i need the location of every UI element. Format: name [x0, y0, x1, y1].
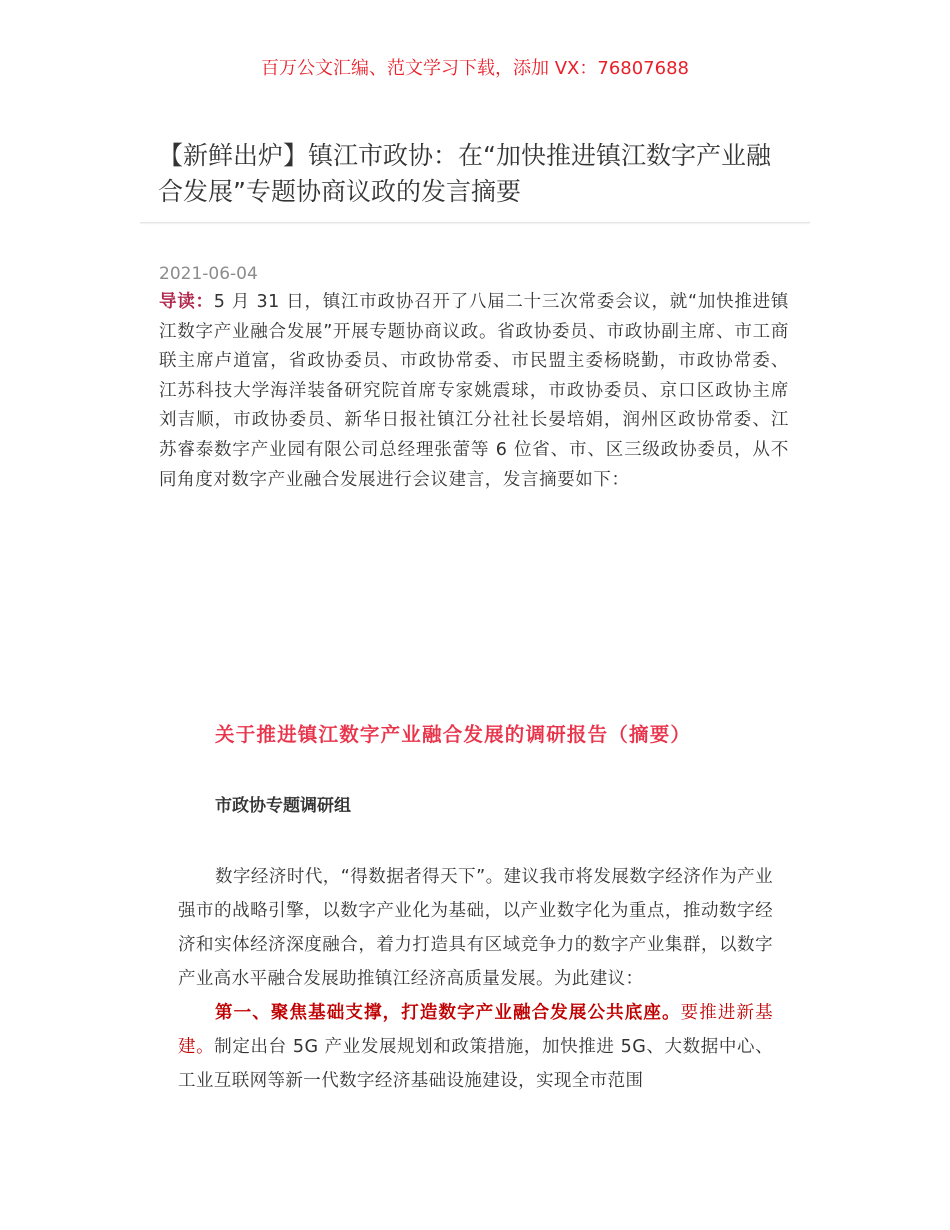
lead-text: 5 月 31 日，镇江市政协召开了八届二十三次常委会议，就“加快推进镇江数字产业融合发展”开展专题协商议政。省政协委员、市政协副主席、市工商联主席卢道富，省政协委员、市政协常委、市民盟主委杨晓勤，市政协常委、江苏科技大学海洋装备研究院首席专家姚震球，市政协委员、京口区政协主席刘吉顺，市政协委员、新华日报社镇江分社社长晏培娟，润州区政协常委、江苏睿泰数字产业园有限公司总经理张蕾等 6 位省、市、区三级政协委员，从不同角度对数字产业融合发展进行会议建言，发言摘要如下： [159, 292, 789, 490]
watermark-banner: 百万公文汇编、范文学习下载，添加 VX：76807688 [261, 58, 689, 79]
item-title: 第一、聚焦基础支撑，打造数字产业融合发展公共底座。 [215, 1003, 681, 1023]
item-text: 制定出台 5G 产业发展规划和政策措施，加快推进 5G、大数据中心、工业互联网等新一代数字经济基础设施建设，实现全市范围 [178, 1037, 773, 1091]
publish-date: 2021-06-04 [159, 264, 258, 284]
item-subtitle: 要推进新基建。 [178, 1003, 774, 1057]
article-header [140, 138, 810, 223]
report-author: 市政协专题调研组 [215, 796, 351, 816]
report-intro: 数字经济时代，“得数据者得天下”。建议我市将发展数字经济作为产业强市的战略引擎，以数字产业化为基础，以产业数字化为重点，推动数字经济和实体经济深度融合，着力打造具有区域竞争力的数字产业集群，以数字产业高水平融合发展助推镇江经济高质量发展。为此建议： [178, 867, 773, 989]
lead-paragraph [159, 288, 789, 495]
lead-label: 导读： [159, 292, 214, 312]
report-item [178, 996, 773, 1098]
report-section [178, 718, 773, 1098]
report-body [178, 860, 773, 1098]
article-title: 【新鲜出炉】镇江市政协：在“加快推进镇江数字产业融合发展”专题协商议政的发言摘要 [158, 141, 771, 206]
title-divider [140, 222, 810, 223]
report-title: 关于推进镇江数字产业融合发展的调研报告（摘要） [215, 723, 692, 746]
